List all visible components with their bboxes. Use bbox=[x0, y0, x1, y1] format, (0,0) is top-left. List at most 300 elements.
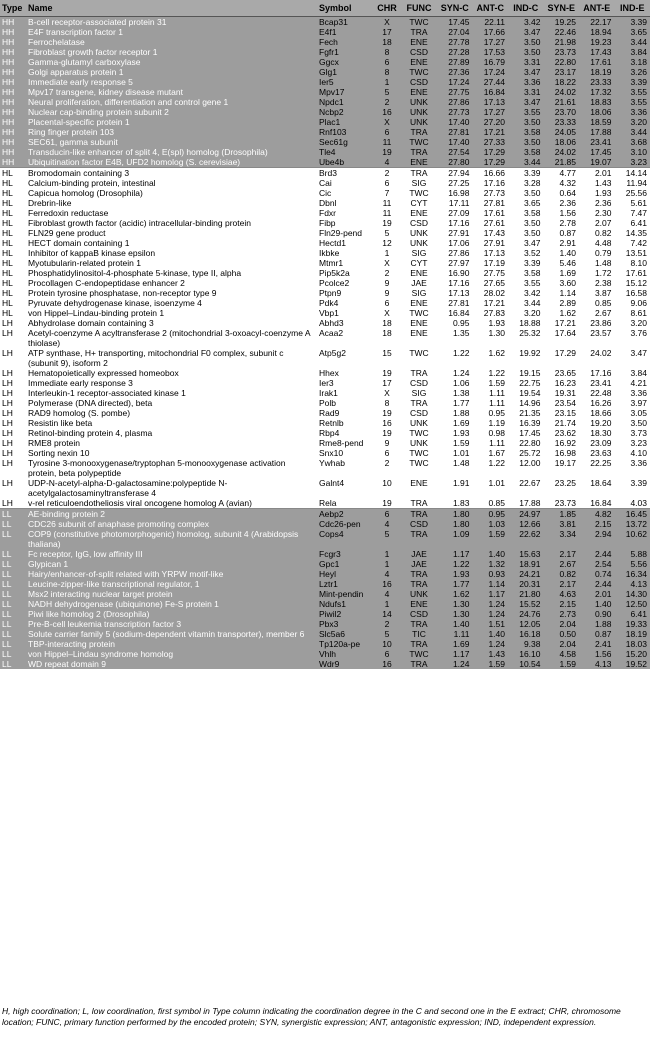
syn-c-cell: 16.98 bbox=[437, 188, 473, 198]
symbol-cell: Pdk4 bbox=[317, 298, 373, 308]
ant-e-cell: 2.01 bbox=[579, 589, 615, 599]
ind-c-cell: 18.91 bbox=[508, 559, 544, 569]
table-row bbox=[0, 238, 650, 248]
ind-c-cell: 3.50 bbox=[508, 137, 544, 147]
ant-c-cell: 1.14 bbox=[473, 579, 509, 589]
ant-c-cell: 17.29 bbox=[473, 157, 509, 168]
function-cell: CSD bbox=[401, 609, 437, 619]
ant-e-cell: 18.83 bbox=[579, 97, 615, 107]
header-symbol: Symbol bbox=[317, 0, 373, 16]
ind-c-cell: 3.42 bbox=[508, 288, 544, 298]
ant-e-cell: 19.23 bbox=[579, 37, 615, 47]
ind-c-cell: 3.65 bbox=[508, 198, 544, 208]
table-row bbox=[0, 178, 650, 188]
symbol-cell: Tle4 bbox=[317, 147, 373, 157]
gene-name-cell: RME8 protein bbox=[26, 438, 317, 448]
syn-e-cell: 23.17 bbox=[544, 67, 580, 77]
ant-c-cell: 1.24 bbox=[473, 599, 509, 609]
syn-e-cell: 5.46 bbox=[544, 258, 580, 268]
syn-c-cell: 27.89 bbox=[437, 57, 473, 67]
syn-c-cell: 27.86 bbox=[437, 97, 473, 107]
ind-e-cell: 10.62 bbox=[615, 529, 650, 549]
type-cell: HH bbox=[0, 77, 26, 87]
symbol-cell: Cai bbox=[317, 178, 373, 188]
syn-e-cell: 2.89 bbox=[544, 298, 580, 308]
function-cell: ENE bbox=[401, 478, 437, 498]
table-row bbox=[0, 629, 650, 639]
gene-name-cell: Pyruvate dehydrogenase kinase, isoenzyme 4 bbox=[26, 298, 317, 308]
gene-name-cell: Polymerase (DNA directed), beta bbox=[26, 398, 317, 408]
ant-e-cell: 24.02 bbox=[579, 348, 615, 368]
ind-c-cell: 18.88 bbox=[508, 318, 544, 328]
type-cell: LL bbox=[0, 629, 26, 639]
table-row bbox=[0, 298, 650, 308]
syn-e-cell: 21.61 bbox=[544, 97, 580, 107]
table-row bbox=[0, 198, 650, 208]
ant-e-cell: 18.94 bbox=[579, 27, 615, 37]
ant-e-cell: 2.38 bbox=[579, 278, 615, 288]
ant-c-cell: 16.66 bbox=[473, 167, 509, 178]
syn-c-cell: 17.16 bbox=[437, 278, 473, 288]
ant-c-cell: 22.11 bbox=[473, 16, 509, 27]
type-cell: HL bbox=[0, 298, 26, 308]
function-cell: TRA bbox=[401, 398, 437, 408]
ind-e-cell: 3.20 bbox=[615, 117, 650, 127]
function-cell: TRA bbox=[401, 579, 437, 589]
ant-c-cell: 27.81 bbox=[473, 198, 509, 208]
chromosome-cell: 17 bbox=[373, 378, 401, 388]
syn-c-cell: 17.40 bbox=[437, 137, 473, 147]
type-cell: HL bbox=[0, 268, 26, 278]
syn-c-cell: 16.84 bbox=[437, 308, 473, 318]
syn-c-cell: 1.22 bbox=[437, 559, 473, 569]
type-cell: HL bbox=[0, 228, 26, 238]
syn-e-cell: 2.78 bbox=[544, 218, 580, 228]
type-cell: LL bbox=[0, 559, 26, 569]
syn-c-cell: 1.69 bbox=[437, 639, 473, 649]
chromosome-cell: 2 bbox=[373, 167, 401, 178]
symbol-cell: Plac1 bbox=[317, 117, 373, 127]
type-cell: LL bbox=[0, 659, 26, 669]
ind-e-cell: 8.61 bbox=[615, 308, 650, 318]
type-cell: HH bbox=[0, 47, 26, 57]
symbol-cell: Atp5g2 bbox=[317, 348, 373, 368]
syn-e-cell: 1.14 bbox=[544, 288, 580, 298]
chromosome-cell: 19 bbox=[373, 218, 401, 228]
chromosome-cell: 10 bbox=[373, 639, 401, 649]
gene-name-cell: Sorting nexin 10 bbox=[26, 448, 317, 458]
table-row bbox=[0, 87, 650, 97]
ant-e-cell: 1.88 bbox=[579, 619, 615, 629]
ant-e-cell: 23.57 bbox=[579, 328, 615, 348]
ant-e-cell: 2.36 bbox=[579, 198, 615, 208]
ant-e-cell: 22.25 bbox=[579, 458, 615, 478]
syn-c-cell: 1.80 bbox=[437, 508, 473, 519]
syn-c-cell: 27.86 bbox=[437, 248, 473, 258]
syn-c-cell: 27.80 bbox=[437, 157, 473, 168]
ant-c-cell: 1.24 bbox=[473, 609, 509, 619]
function-cell: CYT bbox=[401, 258, 437, 268]
ind-e-cell: 25.56 bbox=[615, 188, 650, 198]
type-cell: HL bbox=[0, 238, 26, 248]
syn-e-cell: 21.74 bbox=[544, 418, 580, 428]
symbol-cell: Sec61g bbox=[317, 137, 373, 147]
gene-name-cell: Abhydrolase domain containing 3 bbox=[26, 318, 317, 328]
syn-e-cell: 19.31 bbox=[544, 388, 580, 398]
syn-c-cell: 1.11 bbox=[437, 629, 473, 639]
type-cell: LL bbox=[0, 508, 26, 519]
ant-c-cell: 17.61 bbox=[473, 208, 509, 218]
header-ant-e: ANT-E bbox=[579, 0, 615, 16]
ant-c-cell: 1.40 bbox=[473, 629, 509, 639]
ant-c-cell: 1.11 bbox=[473, 438, 509, 448]
table-row bbox=[0, 268, 650, 278]
table-row bbox=[0, 258, 650, 268]
gene-name-cell: Calcium-binding protein, intestinal bbox=[26, 178, 317, 188]
table-row bbox=[0, 448, 650, 458]
syn-e-cell: 16.23 bbox=[544, 378, 580, 388]
gene-name-cell: Transducin-like enhancer of split 4, E(spl) homolog (Drosophila) bbox=[26, 147, 317, 157]
ant-e-cell: 18.64 bbox=[579, 478, 615, 498]
ind-e-cell: 16.58 bbox=[615, 288, 650, 298]
chromosome-cell: 19 bbox=[373, 368, 401, 378]
type-cell: LH bbox=[0, 368, 26, 378]
syn-e-cell: 2.73 bbox=[544, 609, 580, 619]
ant-e-cell: 23.09 bbox=[579, 438, 615, 448]
gene-name-cell: Tyrosine 3-monooxygenase/tryptophan 5-monooxygenase activation protein, beta polypeptide bbox=[26, 458, 317, 478]
syn-c-cell: 1.77 bbox=[437, 398, 473, 408]
chromosome-cell: 12 bbox=[373, 238, 401, 248]
ind-e-cell: 8.10 bbox=[615, 258, 650, 268]
function-cell: CSD bbox=[401, 408, 437, 418]
function-cell: ENE bbox=[401, 328, 437, 348]
syn-c-cell: 1.83 bbox=[437, 498, 473, 509]
table-row bbox=[0, 579, 650, 589]
syn-c-cell: 1.48 bbox=[437, 458, 473, 478]
symbol-cell: Heyl bbox=[317, 569, 373, 579]
ind-e-cell: 4.10 bbox=[615, 448, 650, 458]
gene-name-cell: Procollagen C-endopeptidase enhancer 2 bbox=[26, 278, 317, 288]
type-cell: LL bbox=[0, 569, 26, 579]
table-row bbox=[0, 107, 650, 117]
ant-c-cell: 1.11 bbox=[473, 388, 509, 398]
ind-e-cell: 15.12 bbox=[615, 278, 650, 288]
gene-name-cell: Neural proliferation, differentiation and control gene 1 bbox=[26, 97, 317, 107]
ant-c-cell: 27.91 bbox=[473, 238, 509, 248]
function-cell: CSD bbox=[401, 47, 437, 57]
ant-e-cell: 18.19 bbox=[579, 67, 615, 77]
gene-name-cell: UDP-N-acetyl-alpha-D-galactosamine:polypeptide N-acetylgalactosaminyltransferase 4 bbox=[26, 478, 317, 498]
symbol-cell: Aebp2 bbox=[317, 508, 373, 519]
ant-c-cell: 0.98 bbox=[473, 428, 509, 438]
syn-e-cell: 23.73 bbox=[544, 498, 580, 509]
symbol-cell: Ptpn9 bbox=[317, 288, 373, 298]
header-ant-c: ANT-C bbox=[473, 0, 509, 16]
syn-c-cell: 16.90 bbox=[437, 268, 473, 278]
ant-e-cell: 18.06 bbox=[579, 107, 615, 117]
ant-c-cell: 1.22 bbox=[473, 458, 509, 478]
syn-c-cell: 1.40 bbox=[437, 619, 473, 629]
ant-e-cell: 2.44 bbox=[579, 579, 615, 589]
gene-name-cell: Fibroblast growth factor receptor 1 bbox=[26, 47, 317, 57]
ant-e-cell: 2.01 bbox=[579, 167, 615, 178]
gene-name-cell: Piwi like homolog 2 (Drosophila) bbox=[26, 609, 317, 619]
function-cell: ENE bbox=[401, 37, 437, 47]
table-row bbox=[0, 529, 650, 549]
chromosome-cell: 4 bbox=[373, 589, 401, 599]
syn-e-cell: 1.69 bbox=[544, 268, 580, 278]
symbol-cell: Ier3 bbox=[317, 378, 373, 388]
ant-e-cell: 17.32 bbox=[579, 87, 615, 97]
chromosome-cell: 5 bbox=[373, 228, 401, 238]
table-row bbox=[0, 649, 650, 659]
ant-c-cell: 17.16 bbox=[473, 178, 509, 188]
ind-e-cell: 3.39 bbox=[615, 77, 650, 87]
ind-c-cell: 3.44 bbox=[508, 157, 544, 168]
ant-e-cell: 17.61 bbox=[579, 57, 615, 67]
function-cell: CSD bbox=[401, 519, 437, 529]
gene-name-cell: CDC26 subunit of anaphase promoting complex bbox=[26, 519, 317, 529]
function-cell: UNK bbox=[401, 228, 437, 238]
chromosome-cell: 6 bbox=[373, 298, 401, 308]
ind-c-cell: 12.66 bbox=[508, 519, 544, 529]
syn-e-cell: 0.82 bbox=[544, 569, 580, 579]
symbol-cell: Brd3 bbox=[317, 167, 373, 178]
symbol-cell: Vhlh bbox=[317, 649, 373, 659]
gene-name-cell: v-rel reticuloendotheliosis viral oncogene homolog A (avian) bbox=[26, 498, 317, 509]
ind-e-cell: 3.05 bbox=[615, 408, 650, 418]
chromosome-cell: 10 bbox=[373, 478, 401, 498]
gene-name-cell: Ring finger protein 103 bbox=[26, 127, 317, 137]
gene-name-cell: Drebrin-like bbox=[26, 198, 317, 208]
function-cell: TWC bbox=[401, 137, 437, 147]
symbol-cell: Ier5 bbox=[317, 77, 373, 87]
ind-e-cell: 18.03 bbox=[615, 639, 650, 649]
table-row bbox=[0, 117, 650, 127]
syn-c-cell: 1.91 bbox=[437, 478, 473, 498]
symbol-cell: Retnlb bbox=[317, 418, 373, 428]
ant-c-cell: 27.65 bbox=[473, 278, 509, 288]
syn-e-cell: 22.46 bbox=[544, 27, 580, 37]
syn-e-cell: 21.85 bbox=[544, 157, 580, 168]
ind-e-cell: 17.61 bbox=[615, 268, 650, 278]
function-cell: TWC bbox=[401, 649, 437, 659]
symbol-cell: Npdc1 bbox=[317, 97, 373, 107]
table-row bbox=[0, 16, 650, 27]
function-cell: CSD bbox=[401, 378, 437, 388]
chromosome-cell: 1 bbox=[373, 559, 401, 569]
ind-e-cell: 14.35 bbox=[615, 228, 650, 238]
type-cell: LL bbox=[0, 519, 26, 529]
function-cell: ENE bbox=[401, 318, 437, 328]
function-cell: TRA bbox=[401, 368, 437, 378]
syn-c-cell: 27.54 bbox=[437, 147, 473, 157]
syn-c-cell: 17.16 bbox=[437, 218, 473, 228]
table-row bbox=[0, 27, 650, 37]
table-header-row bbox=[0, 0, 650, 16]
ant-e-cell: 4.82 bbox=[579, 508, 615, 519]
ant-e-cell: 17.45 bbox=[579, 147, 615, 157]
ind-e-cell: 3.26 bbox=[615, 67, 650, 77]
syn-e-cell: 17.29 bbox=[544, 348, 580, 368]
gene-name-cell: Glypican 1 bbox=[26, 559, 317, 569]
type-cell: LL bbox=[0, 549, 26, 559]
gene-name-cell: SEC61, gamma subunit bbox=[26, 137, 317, 147]
syn-c-cell: 1.69 bbox=[437, 418, 473, 428]
chromosome-cell: 16 bbox=[373, 107, 401, 117]
ind-c-cell: 3.36 bbox=[508, 77, 544, 87]
header-ind-e: IND-E bbox=[615, 0, 650, 16]
type-cell: HL bbox=[0, 248, 26, 258]
ind-e-cell: 7.47 bbox=[615, 208, 650, 218]
gene-name-cell: Myotubularin-related protein 1 bbox=[26, 258, 317, 268]
type-cell: HH bbox=[0, 16, 26, 27]
ant-e-cell: 23.41 bbox=[579, 137, 615, 147]
chromosome-cell: 1 bbox=[373, 599, 401, 609]
ant-c-cell: 16.79 bbox=[473, 57, 509, 67]
ind-e-cell: 5.56 bbox=[615, 559, 650, 569]
ant-e-cell: 19.20 bbox=[579, 418, 615, 428]
syn-c-cell: 17.13 bbox=[437, 288, 473, 298]
ind-c-cell: 15.63 bbox=[508, 549, 544, 559]
symbol-cell: Rad9 bbox=[317, 408, 373, 418]
ant-c-cell: 1.43 bbox=[473, 649, 509, 659]
ind-c-cell: 16.10 bbox=[508, 649, 544, 659]
syn-e-cell: 0.64 bbox=[544, 188, 580, 198]
syn-e-cell: 2.04 bbox=[544, 639, 580, 649]
ant-c-cell: 1.11 bbox=[473, 398, 509, 408]
type-cell: LL bbox=[0, 579, 26, 589]
chromosome-cell: 6 bbox=[373, 178, 401, 188]
gene-name-cell: AE-binding protein 2 bbox=[26, 508, 317, 519]
type-cell: LH bbox=[0, 428, 26, 438]
gene-name-cell: TBP-interacting protein bbox=[26, 639, 317, 649]
ant-c-cell: 17.27 bbox=[473, 37, 509, 47]
function-cell: TRA bbox=[401, 529, 437, 549]
gene-name-cell: Fibroblast growth factor (acidic) intracellular-binding protein bbox=[26, 218, 317, 228]
ind-c-cell: 22.75 bbox=[508, 378, 544, 388]
ind-e-cell: 7.42 bbox=[615, 238, 650, 248]
ant-e-cell: 2.41 bbox=[579, 639, 615, 649]
ind-c-cell: 3.28 bbox=[508, 178, 544, 188]
table-row bbox=[0, 137, 650, 147]
syn-e-cell: 23.73 bbox=[544, 47, 580, 57]
chromosome-cell: 4 bbox=[373, 569, 401, 579]
ant-e-cell: 23.63 bbox=[579, 448, 615, 458]
ind-c-cell: 3.44 bbox=[508, 298, 544, 308]
ind-c-cell: 3.39 bbox=[508, 167, 544, 178]
function-cell: TRA bbox=[401, 659, 437, 669]
ant-e-cell: 2.67 bbox=[579, 308, 615, 318]
syn-c-cell: 27.81 bbox=[437, 127, 473, 137]
ind-c-cell: 3.55 bbox=[508, 107, 544, 117]
ind-c-cell: 3.50 bbox=[508, 37, 544, 47]
ind-e-cell: 4.03 bbox=[615, 498, 650, 509]
table-row bbox=[0, 609, 650, 619]
symbol-cell: Gpc1 bbox=[317, 559, 373, 569]
chromosome-cell: 2 bbox=[373, 97, 401, 107]
symbol-cell: Polb bbox=[317, 398, 373, 408]
type-cell: HH bbox=[0, 107, 26, 117]
ant-e-cell: 17.88 bbox=[579, 127, 615, 137]
chromosome-cell: 18 bbox=[373, 318, 401, 328]
type-cell: LL bbox=[0, 649, 26, 659]
chromosome-cell: 1 bbox=[373, 77, 401, 87]
syn-c-cell: 1.62 bbox=[437, 589, 473, 599]
ind-c-cell: 25.72 bbox=[508, 448, 544, 458]
function-cell: TWC bbox=[401, 448, 437, 458]
ind-c-cell: 16.18 bbox=[508, 629, 544, 639]
gene-name-cell: Acetyl-coenzyme A acyltransferase 2 (mitochondrial 3-oxoacyl-coenzyme A thiolase) bbox=[26, 328, 317, 348]
ind-e-cell: 3.23 bbox=[615, 438, 650, 448]
ant-e-cell: 0.74 bbox=[579, 569, 615, 579]
symbol-cell: Abhd3 bbox=[317, 318, 373, 328]
chromosome-cell: 8 bbox=[373, 398, 401, 408]
function-cell: ENE bbox=[401, 208, 437, 218]
ant-c-cell: 1.22 bbox=[473, 368, 509, 378]
ind-e-cell: 3.68 bbox=[615, 137, 650, 147]
syn-e-cell: 16.98 bbox=[544, 448, 580, 458]
chromosome-cell: 1 bbox=[373, 549, 401, 559]
table-row bbox=[0, 228, 650, 238]
chromosome-cell: 9 bbox=[373, 278, 401, 288]
ind-e-cell: 3.36 bbox=[615, 107, 650, 117]
syn-c-cell: 17.24 bbox=[437, 77, 473, 87]
gene-name-cell: von Hippel–Lindau-binding protein 1 bbox=[26, 308, 317, 318]
function-cell: ENE bbox=[401, 298, 437, 308]
syn-c-cell: 27.36 bbox=[437, 67, 473, 77]
ind-c-cell: 3.31 bbox=[508, 87, 544, 97]
ind-e-cell: 15.20 bbox=[615, 649, 650, 659]
syn-c-cell: 1.17 bbox=[437, 549, 473, 559]
symbol-cell: Hectd1 bbox=[317, 238, 373, 248]
ant-c-cell: 1.40 bbox=[473, 549, 509, 559]
chromosome-cell: 19 bbox=[373, 147, 401, 157]
chromosome-cell: 18 bbox=[373, 328, 401, 348]
ind-c-cell: 14.96 bbox=[508, 398, 544, 408]
syn-c-cell: 27.91 bbox=[437, 228, 473, 238]
function-cell: UNK bbox=[401, 438, 437, 448]
symbol-cell: Hhex bbox=[317, 368, 373, 378]
ind-e-cell: 5.88 bbox=[615, 549, 650, 559]
syn-c-cell: 1.38 bbox=[437, 388, 473, 398]
ant-e-cell: 22.48 bbox=[579, 388, 615, 398]
ant-c-cell: 1.67 bbox=[473, 448, 509, 458]
type-cell: HL bbox=[0, 208, 26, 218]
table-row bbox=[0, 167, 650, 178]
gene-name-cell: Pre-B-cell leukemia transcription factor 3 bbox=[26, 619, 317, 629]
header-name: Name bbox=[26, 0, 317, 16]
ind-e-cell: 3.55 bbox=[615, 87, 650, 97]
ind-e-cell: 3.47 bbox=[615, 348, 650, 368]
type-cell: LH bbox=[0, 388, 26, 398]
chromosome-cell: 6 bbox=[373, 127, 401, 137]
ant-c-cell: 28.02 bbox=[473, 288, 509, 298]
syn-c-cell: 27.28 bbox=[437, 47, 473, 57]
ind-e-cell: 12.50 bbox=[615, 599, 650, 609]
ant-e-cell: 3.87 bbox=[579, 288, 615, 298]
type-cell: LH bbox=[0, 478, 26, 498]
ind-c-cell: 17.88 bbox=[508, 498, 544, 509]
ant-e-cell: 1.56 bbox=[579, 649, 615, 659]
chromosome-cell: 8 bbox=[373, 67, 401, 77]
ind-c-cell: 17.45 bbox=[508, 428, 544, 438]
gene-name-cell: HECT domain containing 1 bbox=[26, 238, 317, 248]
type-cell: LH bbox=[0, 408, 26, 418]
ant-e-cell: 2.54 bbox=[579, 559, 615, 569]
symbol-cell: Snx10 bbox=[317, 448, 373, 458]
table-row bbox=[0, 438, 650, 448]
